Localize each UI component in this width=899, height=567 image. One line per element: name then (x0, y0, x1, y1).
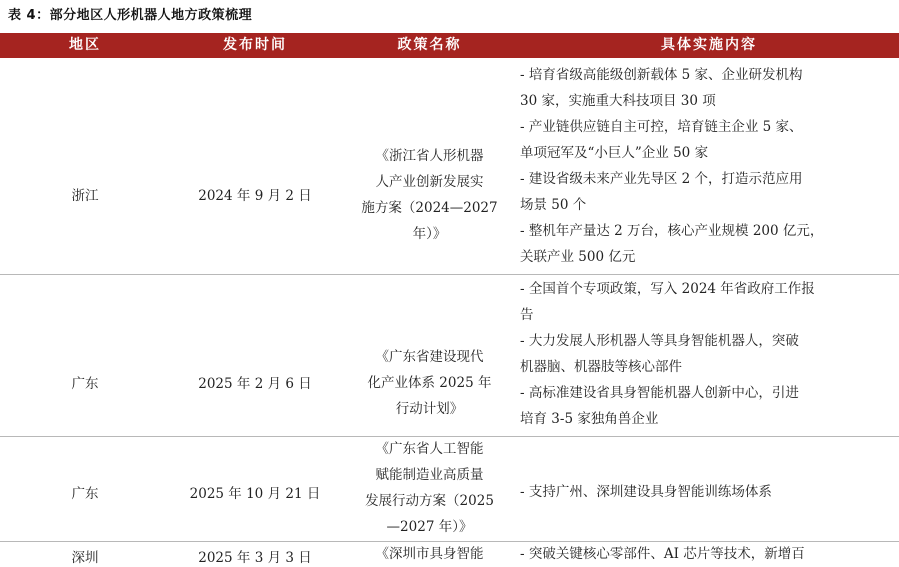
detail-item-cont: 关联产业 500 亿元 (520, 249, 636, 265)
header-policy: 政策名称 (397, 37, 462, 53)
row-region: 广东 (71, 376, 99, 392)
detail-item: - 整机年产量达 2 万台，核心产业规模 200 亿元， (520, 223, 824, 239)
detail-item: - 大力发展人形机器人等具身智能机器人，突破 (520, 333, 799, 349)
row-region: 浙江 (71, 188, 99, 204)
detail-item: - 高标准建设省具身智能机器人创新中心，引进 (520, 385, 799, 401)
policy-line: 《广东省人工智能 (375, 441, 484, 457)
row-policy (352, 344, 507, 422)
policy-line: 《浙江省人形机器 (375, 148, 484, 164)
row-detail (520, 479, 898, 505)
row-divider (0, 274, 899, 275)
detail-item: - 全国首个专项政策，写入 2024 年省政府工作报 (520, 281, 815, 297)
detail-item-cont: 场景 50 个 (520, 197, 587, 213)
policy-line: 赋能制造业高质量 (375, 467, 484, 483)
detail-item: - 突破关键核心零部件、AI 芯片等技术，新增百 (520, 546, 805, 562)
policy-line: 人产业创新发展实 (375, 174, 484, 190)
detail-item-cont: 告 (520, 307, 534, 323)
policy-line: 施方案（2024—2027 (361, 200, 498, 216)
row-detail (520, 541, 898, 567)
policy-line: 发展行动方案（2025 (365, 493, 494, 509)
policy-line: 《深圳市具身智能 (375, 546, 484, 562)
detail-item: - 培育省级高能级创新载体 5 家、企业研发机构 (520, 67, 803, 83)
row-date: 2024 年 9 月 2 日 (198, 188, 312, 204)
detail-item: - 支持广州、深圳建设具身智能训练场体系 (520, 484, 772, 500)
detail-item-cont: 单项冠军及“小巨人”企业 50 家 (520, 145, 709, 161)
policy-line: 化产业体系 2025 年 (367, 375, 492, 391)
detail-item-cont: 机器脑、机器肢等核心部件 (520, 359, 682, 375)
policy-line: —2027 年）》 (386, 519, 473, 535)
policy-line: 《广东省建设现代 (375, 349, 484, 365)
detail-item-cont: 30 家，实施重大科技项目 30 项 (520, 93, 716, 109)
row-region: 广东 (71, 486, 99, 502)
row-policy (352, 143, 507, 247)
table-header (0, 33, 899, 58)
row-date: 2025 年 10 月 21 日 (189, 486, 321, 502)
header-detail: 具体实施内容 (661, 37, 757, 53)
row-detail (520, 62, 898, 270)
row-date: 2025 年 3 月 3 日 (198, 550, 312, 566)
policy-line: 行动计划》 (395, 401, 464, 417)
row-policy (352, 436, 507, 540)
header-date: 发布时间 (223, 37, 287, 53)
row-date: 2025 年 2 月 6 日 (198, 376, 312, 392)
row-region: 深圳 (71, 550, 99, 566)
detail-item: - 产业链供应链自主可控，培育链主企业 5 家、 (520, 119, 803, 135)
detail-item-cont: 培育 3-5 家独角兽企业 (520, 411, 659, 427)
row-detail (520, 276, 898, 432)
table-title: 表 4：部分地区人形机器人地方政策梳理 (8, 8, 253, 23)
row-policy (352, 541, 507, 567)
policy-line: 年）》 (412, 226, 447, 242)
header-region: 地区 (69, 37, 101, 53)
detail-item: - 建设省级未来产业先导区 2 个，打造示范应用 (520, 171, 803, 187)
